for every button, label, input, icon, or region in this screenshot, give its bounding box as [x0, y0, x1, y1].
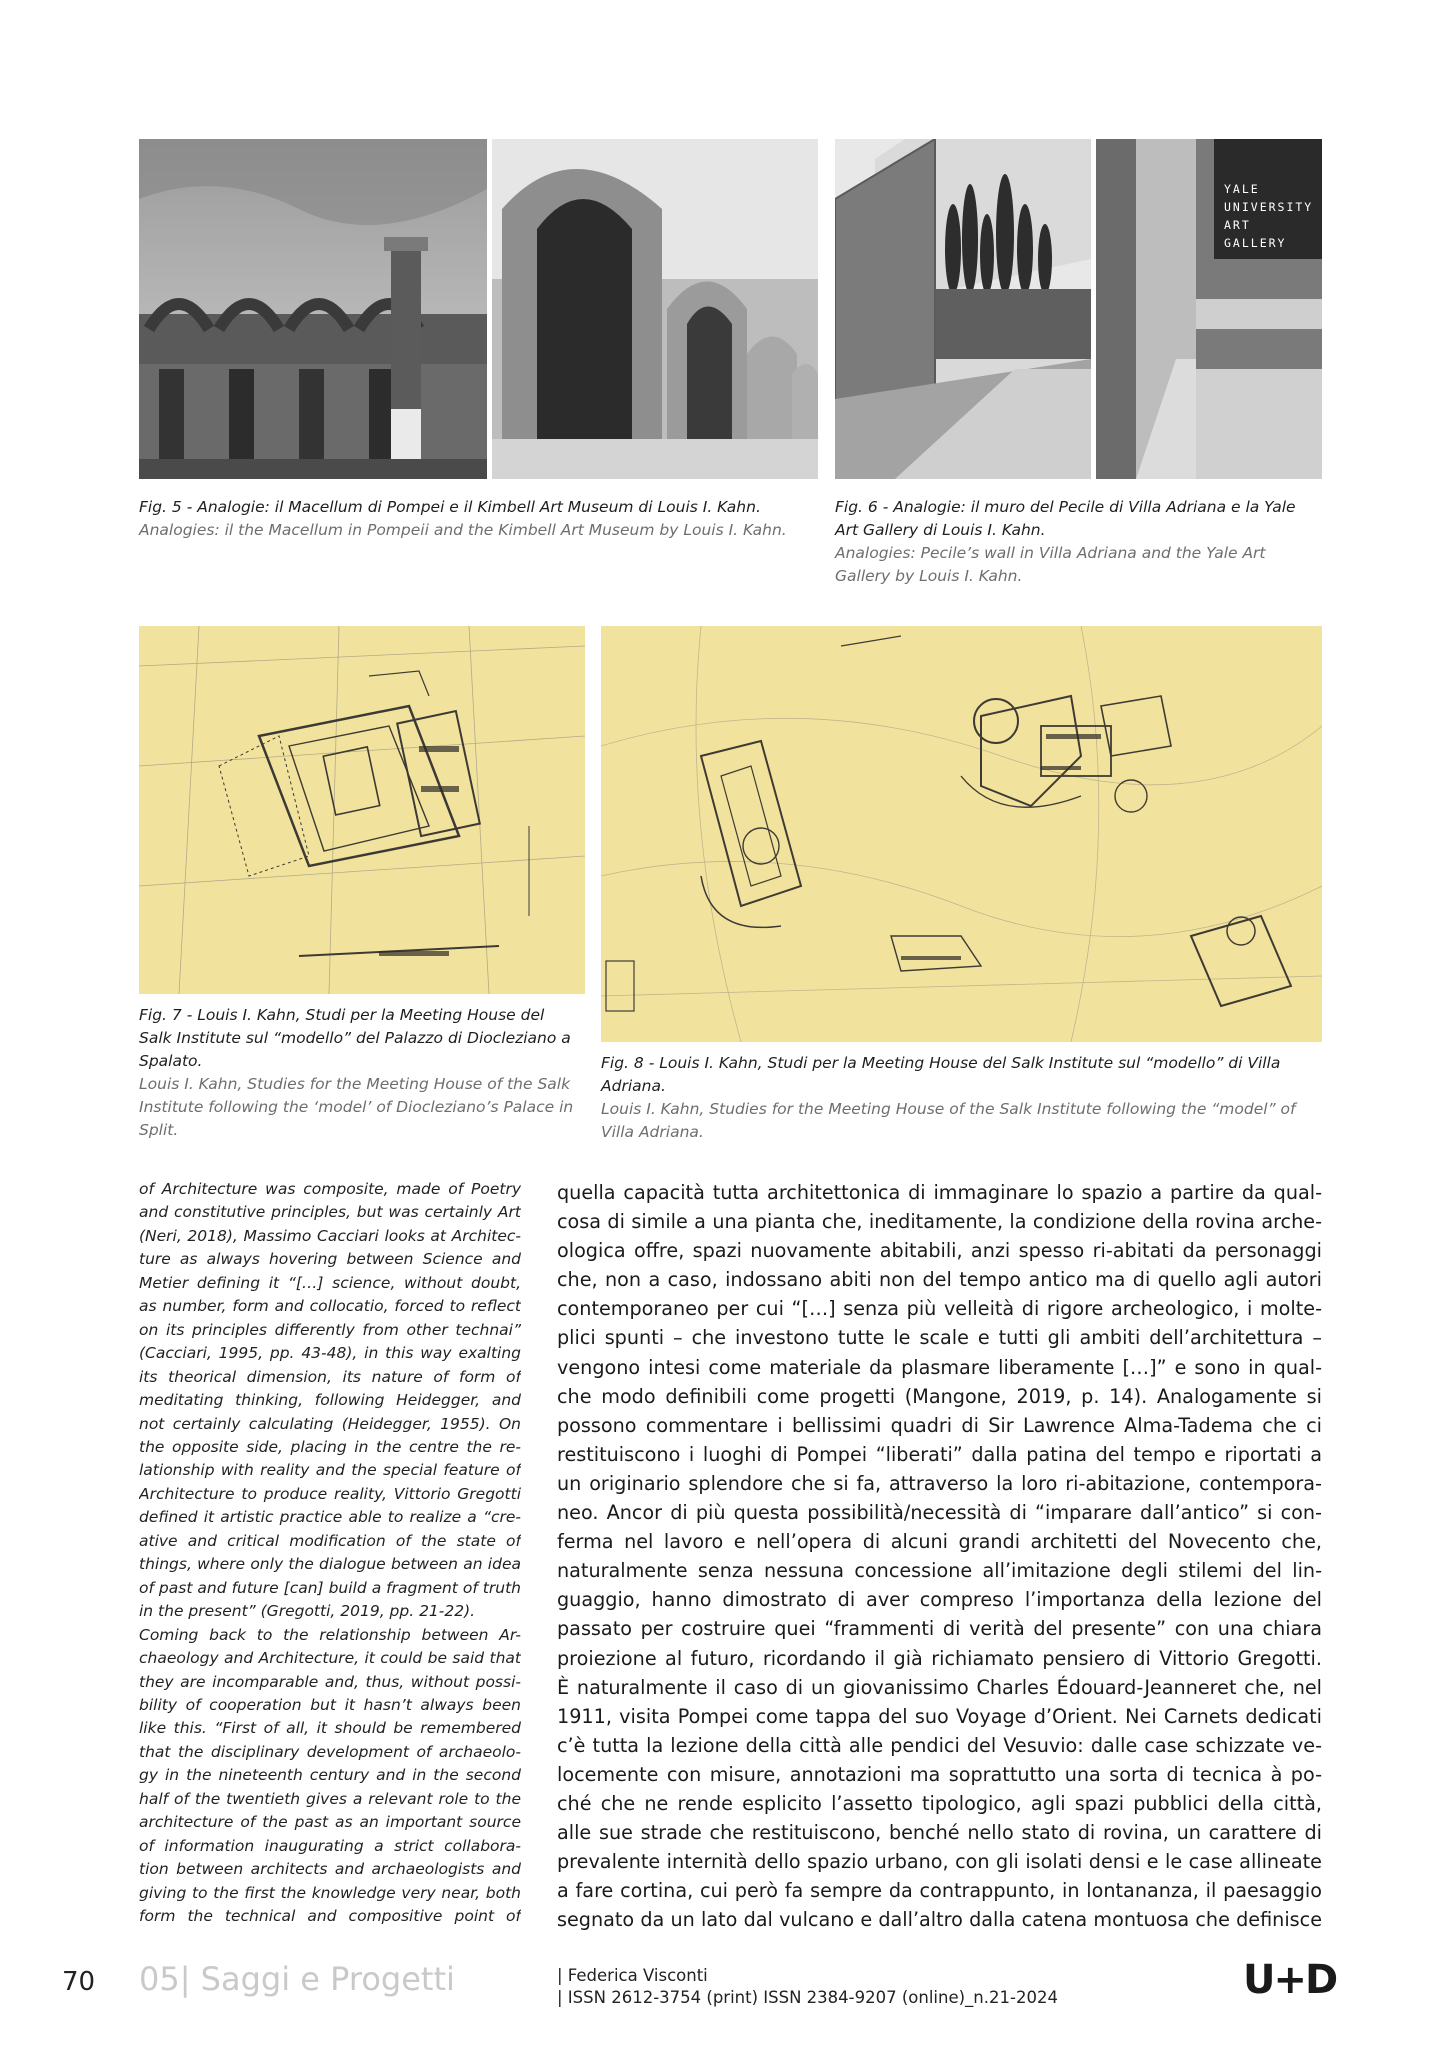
fig6-caption: [835, 496, 1325, 588]
italian-line: 1911, visita Pompei come tappa del suo Voyage d’Orient. Nei Carnets dedicati: [557, 1704, 1322, 1728]
fig6-caption-english-1: Analogies: Pecile’s wall in Villa Adriana and the Yale Art: [835, 544, 1266, 562]
fig7-caption-italian-1: Fig. 7 - Louis I. Kahn, Studi per la Meeting House del: [139, 1006, 545, 1024]
english-line: they are incomparable and, thus, without possi-: [139, 1672, 521, 1691]
italian-line: proiezione al futuro, ricordando il già richiamato pensiero di Vittorio Gregotti.: [557, 1646, 1322, 1670]
english-line: as number, form and collocatio, forced to reflect: [139, 1297, 521, 1316]
italian-line: possono commentare i bellissimi quadri di Sir Lawrence Alma-Tadema che ci: [557, 1413, 1322, 1437]
page-number: 70: [62, 1967, 96, 1997]
english-line: on its principles differently from other technai”: [139, 1320, 521, 1339]
english-line: the opposite side, placing in the centre the re-: [139, 1437, 521, 1456]
yale-sign-line-2: UNIVERSITY: [1224, 200, 1314, 214]
italian-line: È naturalmente il caso di un giovanissimo Charles Édouard-Jeanneret che, nel: [557, 1675, 1322, 1699]
fig5-caption-english: Analogies: il the Macellum in Pompeii and the Kimbell Art Museum by Louis I. Kahn.: [139, 521, 787, 539]
english-line: not certainly calculating (Heidegger, 1955). On: [139, 1414, 521, 1433]
english-line: like this. “First of all, it should be remembered: [139, 1719, 521, 1738]
fig8-caption-italian-2: Adriana.: [601, 1077, 666, 1095]
italian-line: naturalmente senza nessuna concessione all’imitazione degli stilemi del lin-: [557, 1559, 1322, 1583]
english-line: (Cacciari, 1995, pp. 43-48), in this way exalting: [139, 1344, 521, 1363]
yale-sign-line-4: GALLERY: [1224, 236, 1287, 250]
english-text-column: [139, 1178, 521, 1929]
italian-text-column: [557, 1178, 1322, 1934]
english-line: form the technical and compositive point of: [139, 1907, 521, 1926]
fig7-caption-italian-3: Spalato.: [139, 1052, 203, 1070]
english-line: and constitutive principles, but was certainly Art: [139, 1203, 521, 1222]
fig7-caption-italian-2: Salk Institute sul “modello” del Palazzo di Diocleziano a: [139, 1029, 571, 1047]
italian-line: un originario splendore che si fa, attraverso la loro ri-abitazione, contempora-: [557, 1471, 1322, 1495]
fig8-caption-italian-1: Fig. 8 - Louis I. Kahn, Studi per la Meeting House del Salk Institute sul “modello” di Villa: [601, 1054, 1281, 1072]
issn-info: | ISSN 2612-3754 (print) ISSN 2384-9207 (online)_n.21-2024: [557, 1988, 1058, 2007]
fig7-caption-english-1: Louis I. Kahn, Studies for the Meeting House of the Salk: [139, 1075, 571, 1093]
english-line: half of the twentieth gives a relevant role to the: [139, 1789, 521, 1808]
english-line: lationship with reality and the special feature of: [139, 1461, 521, 1480]
fig6-caption-english-2: Gallery by Louis I. Kahn.: [835, 567, 1023, 585]
english-line: of past and future [can] build a fragment of truth: [139, 1578, 521, 1597]
fig5-photo-kimbell: [492, 139, 818, 479]
section-title: 05| Saggi e Progetti: [139, 1960, 455, 1998]
fig7-caption-english-3: Split.: [139, 1121, 179, 1139]
fig6-photo-pecile-wall: [835, 139, 1091, 479]
fig8-caption: [601, 1052, 1326, 1144]
italian-line: cosa di simile a una pianta che, ineditamente, la condizione della rovina arche-: [557, 1210, 1322, 1234]
english-line: things, where only the dialogue between an idea: [139, 1555, 521, 1574]
italian-line: che modo definibili come progetti (Mangone, 2019, p. 14). Analogamente si: [557, 1384, 1322, 1408]
english-line: giving to the first the knowledge very near, both: [139, 1883, 521, 1902]
italian-line: prevalente internità dello spazio urbano, con gli isolati densi e le case allineate: [557, 1850, 1322, 1874]
english-line: Coming back to the relationship between Ar-: [139, 1625, 521, 1644]
english-line: bility of cooperation but it hasn’t always been: [139, 1695, 521, 1714]
italian-line: locemente con misure, annotazioni ma soprattutto una sorta di tecnica à po-: [557, 1762, 1322, 1786]
english-line: of Architecture was composite, made of Poetry: [139, 1180, 521, 1198]
italian-line: ferma nel lavoro e nell’opera di alcuni grandi architetti del Novecento che,: [557, 1530, 1322, 1554]
english-line: ative and critical modification of the state of: [139, 1531, 521, 1550]
italian-line: a fare cortina, cui però fa sempre da contrappunto, in lontananza, il paesaggio: [557, 1879, 1322, 1903]
fig8-caption-english-1: Louis I. Kahn, Studies for the Meeting House of the Salk Institute following the “model” of: [601, 1100, 1296, 1118]
italian-line: restituiscono i luoghi di Pompei “liberati” dalla patina del tempo e riportati a: [557, 1442, 1322, 1466]
fig5-caption-italian: Fig. 5 - Analogie: il Macellum di Pompei e il Kimbell Art Museum di Louis I. Kahn.: [139, 498, 761, 516]
english-line: chaeology and Architecture, it could be said that: [139, 1649, 521, 1668]
footer-meta: [557, 1965, 1058, 2009]
fig7-caption: [139, 1004, 599, 1142]
english-line: in the present” (Gregotti, 2019, pp. 21-22).: [139, 1602, 476, 1621]
italian-line: ologica offre, spazi nuovamente abitabili, anzi spesso ri-abitati da personaggi: [557, 1239, 1322, 1263]
italian-line: passato per costruire quei “frammenti di verità del presente” con una chiara: [557, 1617, 1322, 1641]
fig6-caption-italian-2: Art Gallery di Louis I. Kahn.: [835, 521, 1046, 539]
yale-sign: [1224, 180, 1324, 252]
italian-line: guaggio, hanno dimostrato di aver compreso l’importanza della lezione del: [557, 1588, 1322, 1612]
fig6-caption-italian-1: Fig. 6 - Analogie: il muro del Pecile di Villa Adriana e la Yale: [835, 498, 1296, 516]
italian-line: quella capacità tutta architettonica di immaginare lo spazio a partire da qual-: [557, 1181, 1322, 1204]
italian-line: che, non a caso, indossano abiti non del tempo antico ma di quello agli autori: [557, 1268, 1322, 1292]
english-line: ture as always hovering between Science and: [139, 1250, 521, 1269]
italian-line: neo. Ancor di più questa possibilità/necessità di “imparare dall’antico” si con-: [557, 1501, 1322, 1525]
italian-line: plici spunti – che investono tutte le scale e tutti gli ambiti dell’architettura –: [557, 1326, 1322, 1350]
fig5-caption: [139, 496, 819, 542]
english-line: of information inaugurating a strict collabora-: [139, 1836, 521, 1855]
fig8-sketch-villa-adriana: [601, 626, 1322, 1042]
yale-sign-line-1: YALE: [1224, 182, 1260, 196]
fig7-caption-english-2: Institute following the ‘model’ of Diocleziano’s Palace in: [139, 1098, 574, 1116]
italian-line: ché che ne rende esplicito l’assetto tipologico, agli spazi pubblici della città,: [557, 1791, 1322, 1815]
english-line: Metier defining it “[…] science, without doubt,: [139, 1273, 521, 1292]
fig8-caption-english-2: Villa Adriana.: [601, 1123, 704, 1141]
author-name: | Federica Visconti: [557, 1966, 708, 1985]
italian-line: alle sue strade che restituiscono, benché nello stato di rovina, un carattere di: [557, 1821, 1322, 1845]
english-line: tion between architects and archaeologists and: [139, 1860, 521, 1879]
italian-line: segnato da un lato dal vulcano e dall’altro dalla catena montuosa che definisce: [557, 1908, 1322, 1932]
italian-line: vengono intesi come materiale da plasmare liberamente […]” e sono in qual-: [557, 1355, 1322, 1379]
english-line: Architecture to produce reality, Vittorio Gregotti: [139, 1484, 521, 1503]
italian-line: contemporaneo per cui “[…] senza più velleità di rigore archeologico, i molte-: [557, 1297, 1322, 1321]
fig7-sketch-diocletian-palace: [139, 626, 585, 994]
yale-sign-line-3: ART: [1224, 218, 1251, 232]
english-line: gy in the nineteenth century and in the second: [139, 1766, 521, 1785]
journal-logo: U+D: [1243, 1957, 1337, 2003]
english-line: meditating thinking, following Heidegger, and: [139, 1391, 521, 1410]
fig5-photo-macellum: [139, 139, 487, 479]
english-line: defined it artistic practice able to realize a “cre-: [139, 1508, 521, 1527]
english-line: that the disciplinary development of archaeolo-: [139, 1742, 521, 1761]
english-line: (Neri, 2018), Massimo Cacciari looks at Architec-: [139, 1226, 521, 1245]
english-line: its theorical dimension, its nature of form of: [139, 1367, 521, 1386]
italian-line: c’è tutta la lezione della città alle pendici del Vesuvio: dalle case schizzate ve-: [557, 1733, 1322, 1757]
english-line: architecture of the past as an important source: [139, 1813, 521, 1832]
